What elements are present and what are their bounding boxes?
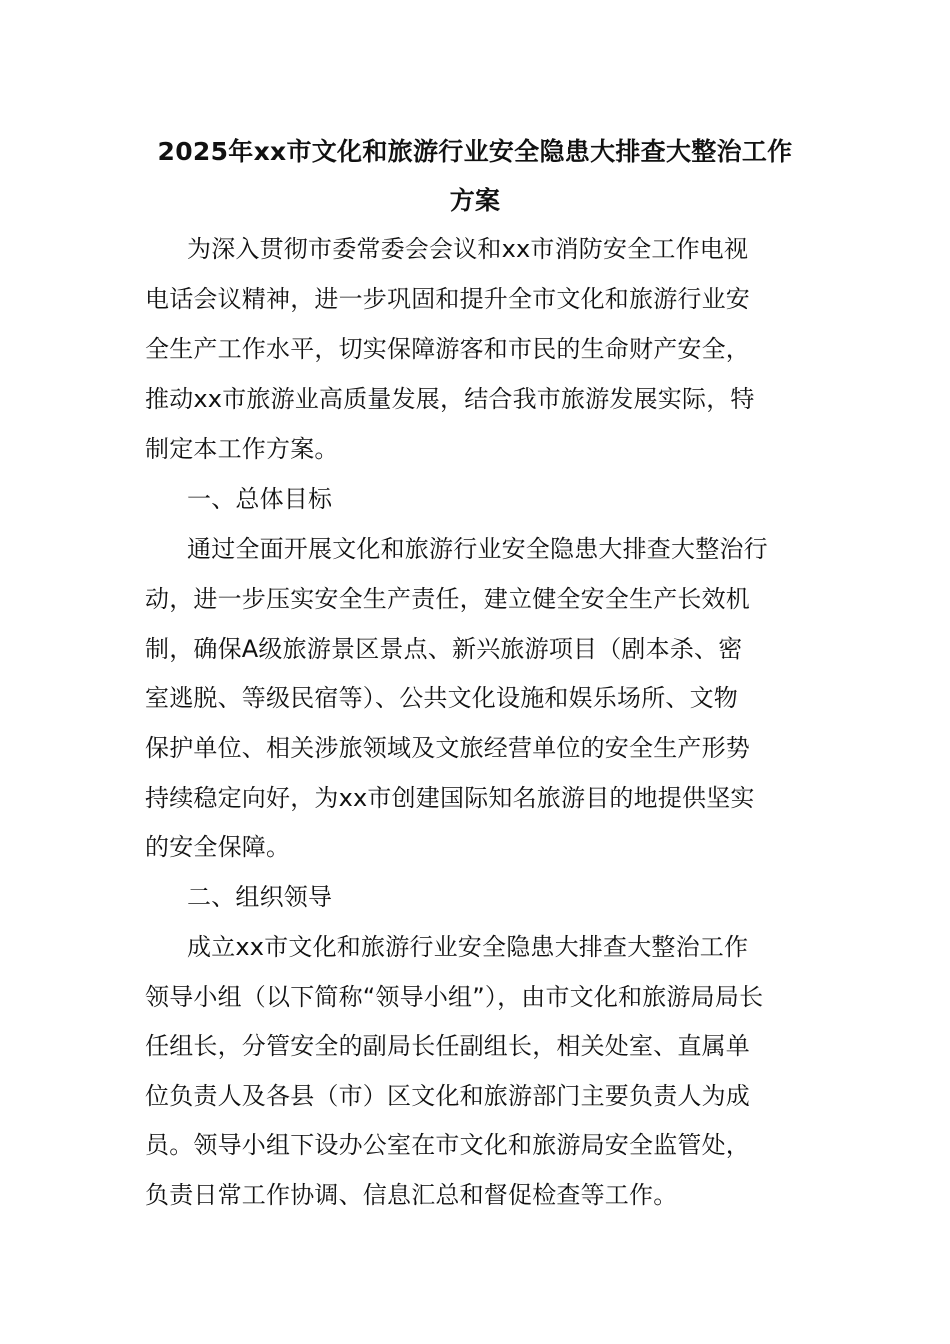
paragraph-goals-line-5: 保护单位、相关涉旅领域及文旅经营单位的安全生产形势	[145, 734, 750, 762]
paragraph-goals-line-2: 动，进一步压实安全生产责任，建立健全安全生产长效机	[145, 585, 750, 613]
paragraph-organization-line-5: 员。领导小组下设办公室在市文化和旅游局安全监管处，	[145, 1131, 750, 1159]
paragraph-organization-line-4: 位负责人及各县（市）区文化和旅游部门主要负责人为成	[145, 1082, 750, 1110]
document-title-line-1: 2025年xx市文化和旅游行业安全隐患大排查大整治工作	[157, 137, 793, 166]
section-heading-organization: 二、组织领导	[187, 883, 333, 911]
paragraph-intro-line-4: 推动xx市旅游业高质量发展，结合我市旅游发展实际，特	[145, 385, 755, 413]
paragraph-intro-line-2: 电话会议精神，进一步巩固和提升全市文化和旅游行业安	[145, 285, 750, 313]
paragraph-goals-line-1: 通过全面开展文化和旅游行业安全隐患大排查大整治行	[187, 535, 768, 563]
document-title-line-2: 方案	[449, 186, 501, 215]
section-heading-goals: 一、总体目标	[187, 485, 333, 513]
paragraph-intro-line-5: 制定本工作方案。	[145, 435, 339, 463]
paragraph-organization-line-3: 任组长，分管安全的副局长任副组长，相关处室、直属单	[145, 1032, 750, 1060]
paragraph-goals-line-3: 制，确保A级旅游景区景点、新兴旅游项目（剧本杀、密	[145, 635, 743, 663]
paragraph-organization-line-1: 成立xx市文化和旅游行业安全隐患大排查大整治工作	[187, 933, 749, 961]
paragraph-goals-line-6: 持续稳定向好，为xx市创建国际知名旅游目的地提供坚实	[145, 784, 755, 812]
paragraph-organization-line-2: 领导小组（以下简称“领导小组”），由市文化和旅游局局长	[145, 983, 764, 1011]
paragraph-goals-line-7: 的安全保障。	[145, 833, 291, 861]
paragraph-intro-line-1: 为深入贯彻市委常委会会议和xx市消防安全工作电视	[187, 235, 749, 263]
paragraph-intro-line-3: 全生产工作水平，切实保障游客和市民的生命财产安全，	[145, 335, 750, 363]
paragraph-organization-line-6: 负责日常工作协调、信息汇总和督促检查等工作。	[145, 1181, 678, 1209]
paragraph-goals-line-4: 室逃脱、等级民宿等）、公共文化设施和娱乐场所、文物	[145, 684, 738, 712]
